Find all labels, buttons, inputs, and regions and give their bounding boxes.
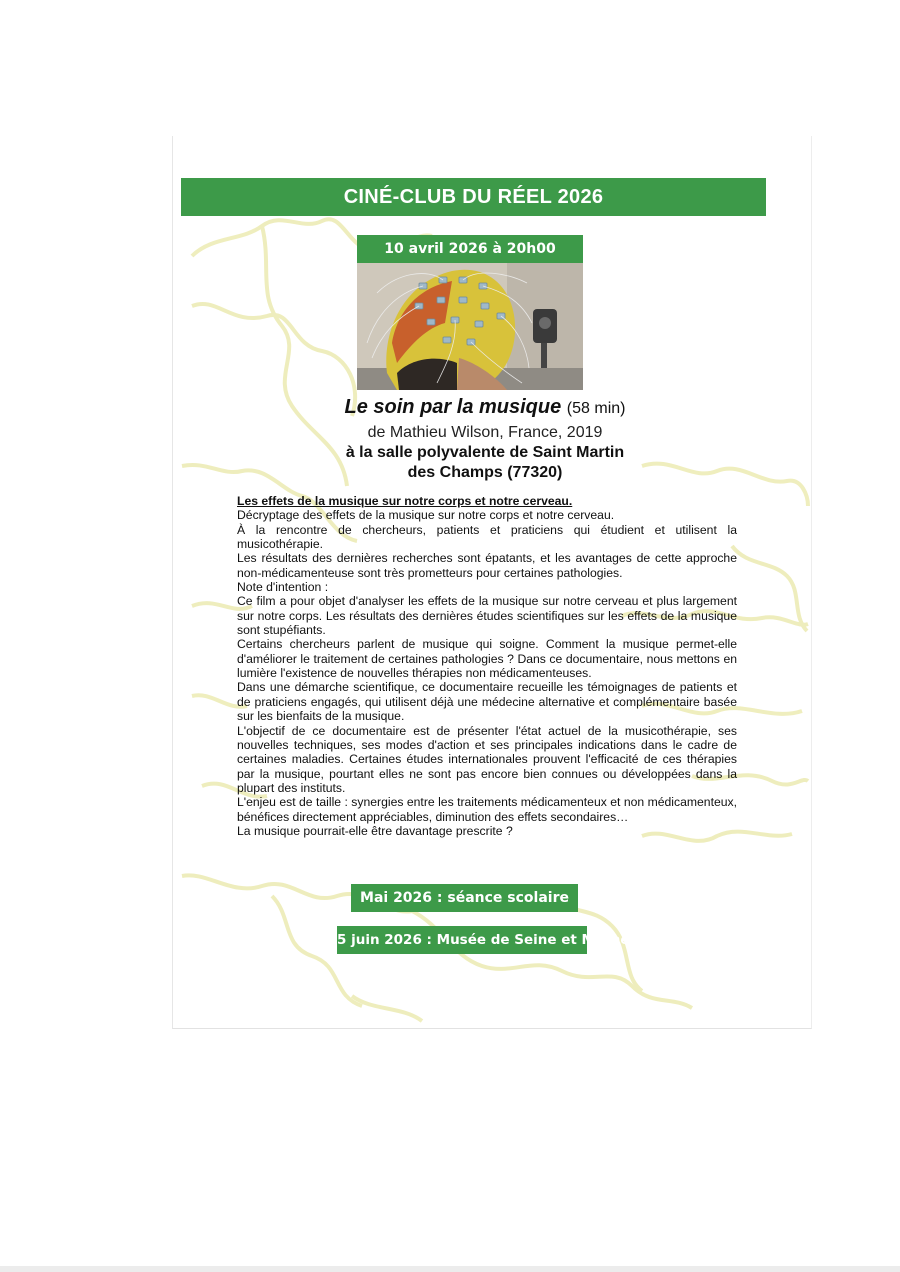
description-paragraph: Certains chercheurs parlent de musique qui soigne. Comment la musique permet-elle d'améliorer le traitement de certaines pathologies ? Dans ce documentaire, nous mettons en lumière l'existence de nouvelles thérapies non médicamenteuses.	[237, 637, 737, 681]
upcoming-event-banner: Mai 2026 : séance scolaire	[351, 884, 578, 912]
film-duration: (58 min)	[566, 400, 626, 417]
film-credits: de Mathieu Wilson, France, 2019	[367, 424, 603, 441]
description-paragraph: Note d'intention :	[237, 580, 329, 595]
description-lead: Les effets de la musique sur notre corps et notre cerveau.	[237, 494, 573, 508]
venue-line-2: des Champs (77320)	[407, 464, 563, 481]
description-paragraph: Dans une démarche scientifique, ce documentaire recueille les témoignages de patients et de praticiens engagés, qui utilisent déjà une médecine alternative et complémentaire basée sur les bienfaits de la musique.	[237, 680, 737, 724]
venue-line-1: à la salle polyvalente de Saint Martin	[345, 444, 625, 461]
screening-date-banner: 10 avril 2026 à 20h00	[357, 235, 583, 263]
header-title-banner: CINÉ-CLUB DU RÉEL 2026	[181, 178, 766, 216]
film-still-photo	[357, 263, 583, 390]
film-title: Le soin par la musique	[344, 396, 562, 418]
description-paragraph: Ce film a pour objet d'analyser les effets de la musique sur notre cerveau et plus largement sur notre corps. Les résultats des dernières études scientifiques sur les effets de la musique sont stupéfiants.	[237, 594, 737, 638]
description-paragraph: À la rencontre de chercheurs, patients et praticiens qui étudient et utilisent la musicothérapie.	[237, 522, 737, 552]
description-paragraph: Les résultats des dernières recherches sont épatants, et les avantages de cette approche non-médicamenteuse sont très prometteurs pour certaines pathologies.	[237, 551, 737, 580]
description-paragraph: L'enjeu est de taille : synergies entre les traitements médicamenteux et non médicamenteux, bénéfices directement appréciables, diminution des effets secondaires…	[237, 795, 737, 824]
description-paragraph: L'objectif de ce documentaire est de présenter l'état actuel de la musicothérapie, ses nouvelles techniques, ses modes d'action et ses principales indications dans le cadre de certaines maladies. Certaines études internationales prouvent l'efficacité de ces thérapies par la musique, pourtant elles ne sont pas encore bien connues ou développées dans la plupart des instituts.	[237, 723, 737, 795]
scan-edge	[0, 1266, 900, 1272]
upcoming-event-banner: 5 juin 2026 : Musée de Seine et Marne	[337, 926, 587, 954]
description-paragraph: Décryptage des effets de la musique sur notre corps et notre cerveau.	[237, 508, 615, 523]
film-description	[237, 494, 737, 838]
film-title-line	[300, 394, 670, 422]
description-paragraph: La musique pourrait-elle être davantage prescrite ?	[237, 823, 513, 838]
film-heading	[300, 394, 670, 483]
